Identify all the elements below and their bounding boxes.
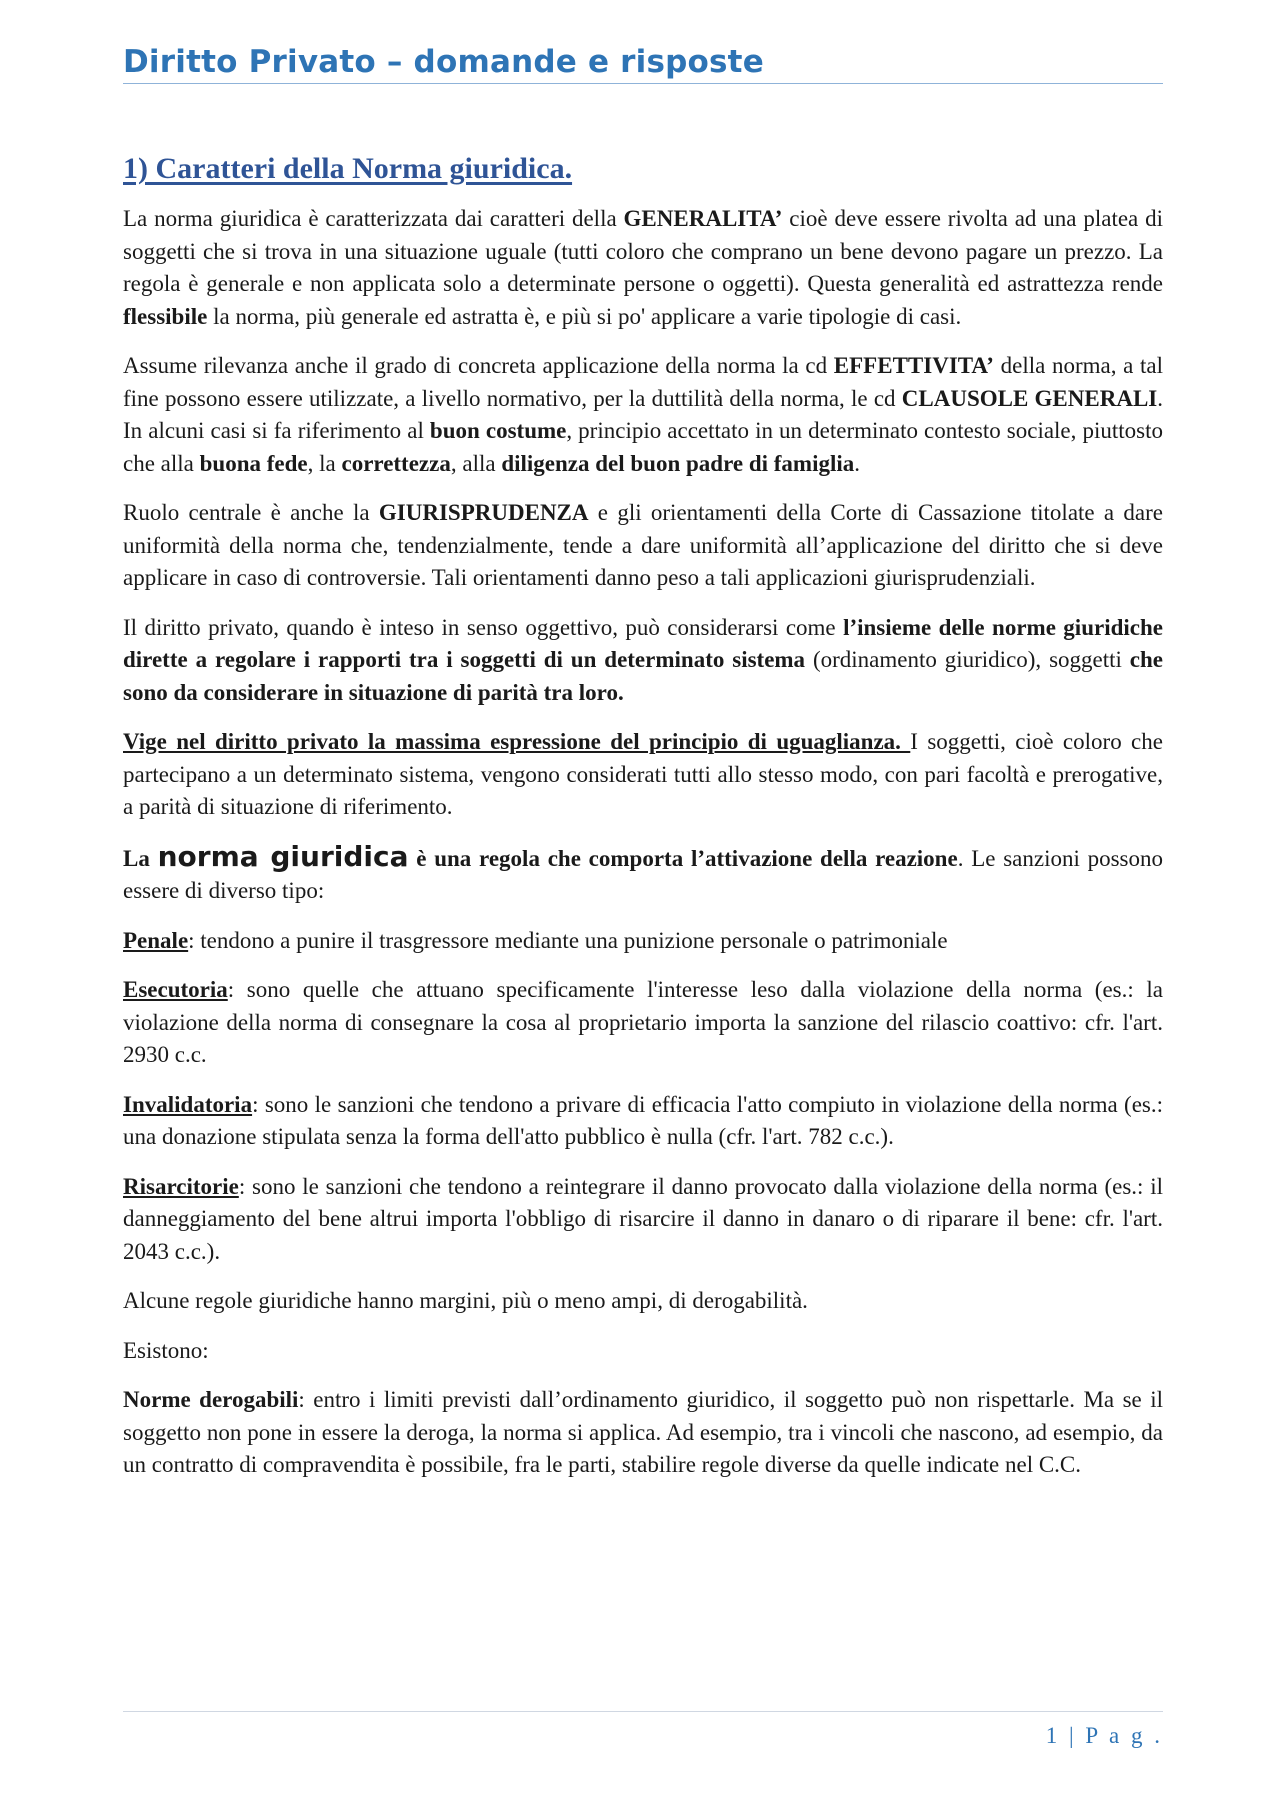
term-buona-fede: buona fede xyxy=(199,450,308,476)
paragraph-norme-derogabili: Norme derogabili: entro i limiti previsti dall’ordinamento giuridico, il soggetto può non rispettarle. Ma se il soggetto non pone in essere la deroga, la norma si applica. Ad esempio, tra i vincoli che nascono, ad esempio, da un contratto di compravendita è possibile, fra le parti, stabilire regole diverse da quelle indicate nel C.C. xyxy=(123,1387,1163,1477)
term-diligenza: diligenza del buon padre di famiglia xyxy=(501,450,855,476)
paragraph-derogabilita: Alcune regole giuridiche hanno margini, più o meno ampi, di derogabilità. xyxy=(123,1288,808,1313)
principle-uguaglianza: Vige nel diritto privato la massima espressione del principio di uguaglianza. xyxy=(123,729,911,754)
document-body xyxy=(123,152,1163,1499)
paragraph-giurisprudenza: Ruolo centrale è anche la GIURISPRUDENZA e gli orientamenti della Corte di Cassazione titolate a dare uniformità della norma che, tendenzialmente, tende a dare uniformità all’applicazione del diritto che si deve applicare in caso di controversie. Tali orientamenti danno peso a tali applicazioni giurisprudenziali. xyxy=(123,500,1164,590)
header-title: Diritto Privato – domande e risposte xyxy=(123,44,764,80)
term-giurisprudenza: GIURISPRUDENZA xyxy=(378,500,589,525)
section-title: 1) Caratteri della Norma giuridica. xyxy=(123,152,573,185)
header-divider xyxy=(123,83,1163,84)
sanction-penale: Penale: tendono a punire il trasgressore mediante una punizione personale o patrimoniale xyxy=(123,927,948,953)
paragraph-uguaglianza: Vige nel diritto privato la massima espressione del principio di uguaglianza. I soggetti, cioè coloro che partecipano a un determinato sistema, vengono considerati tutti allo stesso modo, con pari facoltà e prerogative, a parità di situazione di riferimento. xyxy=(123,729,1163,819)
sanction-esecutoria: Esecutoria: sono quelle che attuano specificamente l'interesse leso dalla violazione della norma (es.: la violazione della norma di consegnare la cosa al proprietario importa la sanzione del rilascio coattivo: cfr. l'art. 2930 c.c. xyxy=(123,977,1163,1067)
term-penale: Penale xyxy=(123,927,189,953)
sanction-invalidatoria: Invalidatoria: sono le sanzioni che tendono a privare di efficacia l'atto compiuto in violazione della norma (es.: una donazione stipulata senza la forma dell'atto pubblico è nulla (cfr. l'art. 782 c.c.). xyxy=(123,1091,1163,1149)
paragraph-diritto-privato: Il diritto privato, quando è inteso in senso oggettivo, può considerarsi come l’insieme delle norme giuridiche dirette a regolare i rapporti tra i soggetti di un determinato sistema (ordinamento giuridico), soggetti che sono da considerare in situazione di parità tra loro. xyxy=(123,614,1164,705)
term-norme-derogabili: Norme derogabili xyxy=(123,1387,299,1412)
paragraph-effettivita: Assume rilevanza anche il grado di concreta applicazione della norma la cd EFFETTIVITA’ della norma, a tal fine possono essere utilizzate, a livello normativo, per la duttilità della norma, le cd CLAUSOLE GENERALI. In alcuni casi si fa riferimento al buon costume, principio accettato in un determinato contesto sociale, piuttosto che alla buona fede, la correttezza, alla diligenza del buon padre di famiglia. xyxy=(123,353,1163,476)
term-buon-costume: buon costume xyxy=(429,418,567,443)
paragraph-norma-giuridica: La norma giuridica è una regola che comporta l’attivazione della reazione. Le sanzioni possono essere di diverso tipo: xyxy=(123,839,1163,903)
term-esecutoria: Esecutoria xyxy=(123,977,228,1002)
footer-divider xyxy=(123,1711,1163,1712)
term-effettivita: EFFETTIVITA’ xyxy=(833,353,994,378)
term-flessibile: flessibile xyxy=(123,303,208,329)
term-risarcitorie: Risarcitorie xyxy=(123,1173,239,1199)
page-number: 1 | P a g . xyxy=(1045,1723,1163,1748)
definition-diritto-privato: l’insieme delle norme giuridiche dirette a regolare i rapporti tra i soggetti di un determinato sistema xyxy=(123,614,1163,672)
sanction-risarcitorie: Risarcitorie: sono le sanzioni che tendono a reintegrare il danno provocato dalla violazione della norma (es.: il danneggiamento del bene altrui importa l'obbligo di risarcire il danno in danaro o di riparare il bene: cfr. l'art. 2043 c.c.). xyxy=(123,1173,1163,1264)
term-generalita: GENERALITA’ xyxy=(623,206,783,231)
definition-parita: che sono da considerare in situazione di parità tra loro. xyxy=(123,647,1164,705)
term-invalidatoria: Invalidatoria xyxy=(123,1091,253,1117)
term-clausole-generali: CLAUSOLE GENERALI xyxy=(901,385,1158,411)
paragraph-generalita: La norma giuridica è caratterizzata dai caratteri della GENERALITA’ cioè deve essere rivolta ad una platea di soggetti che si trova in una situazione uguale (tutti coloro che comprano un bene devono pagare un prezzo. La regola è generale e non applicata solo a determinate persone o oggetti). Questa generalità ed astrattezza rende flessibile la norma, più generale ed astratta è, e più si po' applicare a varie tipologie di casi. xyxy=(123,206,1163,329)
term-norma-giuridica: norma giuridica xyxy=(157,839,409,873)
paragraph-esistono: Esistono: xyxy=(123,1337,209,1363)
term-correttezza: correttezza xyxy=(341,450,451,476)
